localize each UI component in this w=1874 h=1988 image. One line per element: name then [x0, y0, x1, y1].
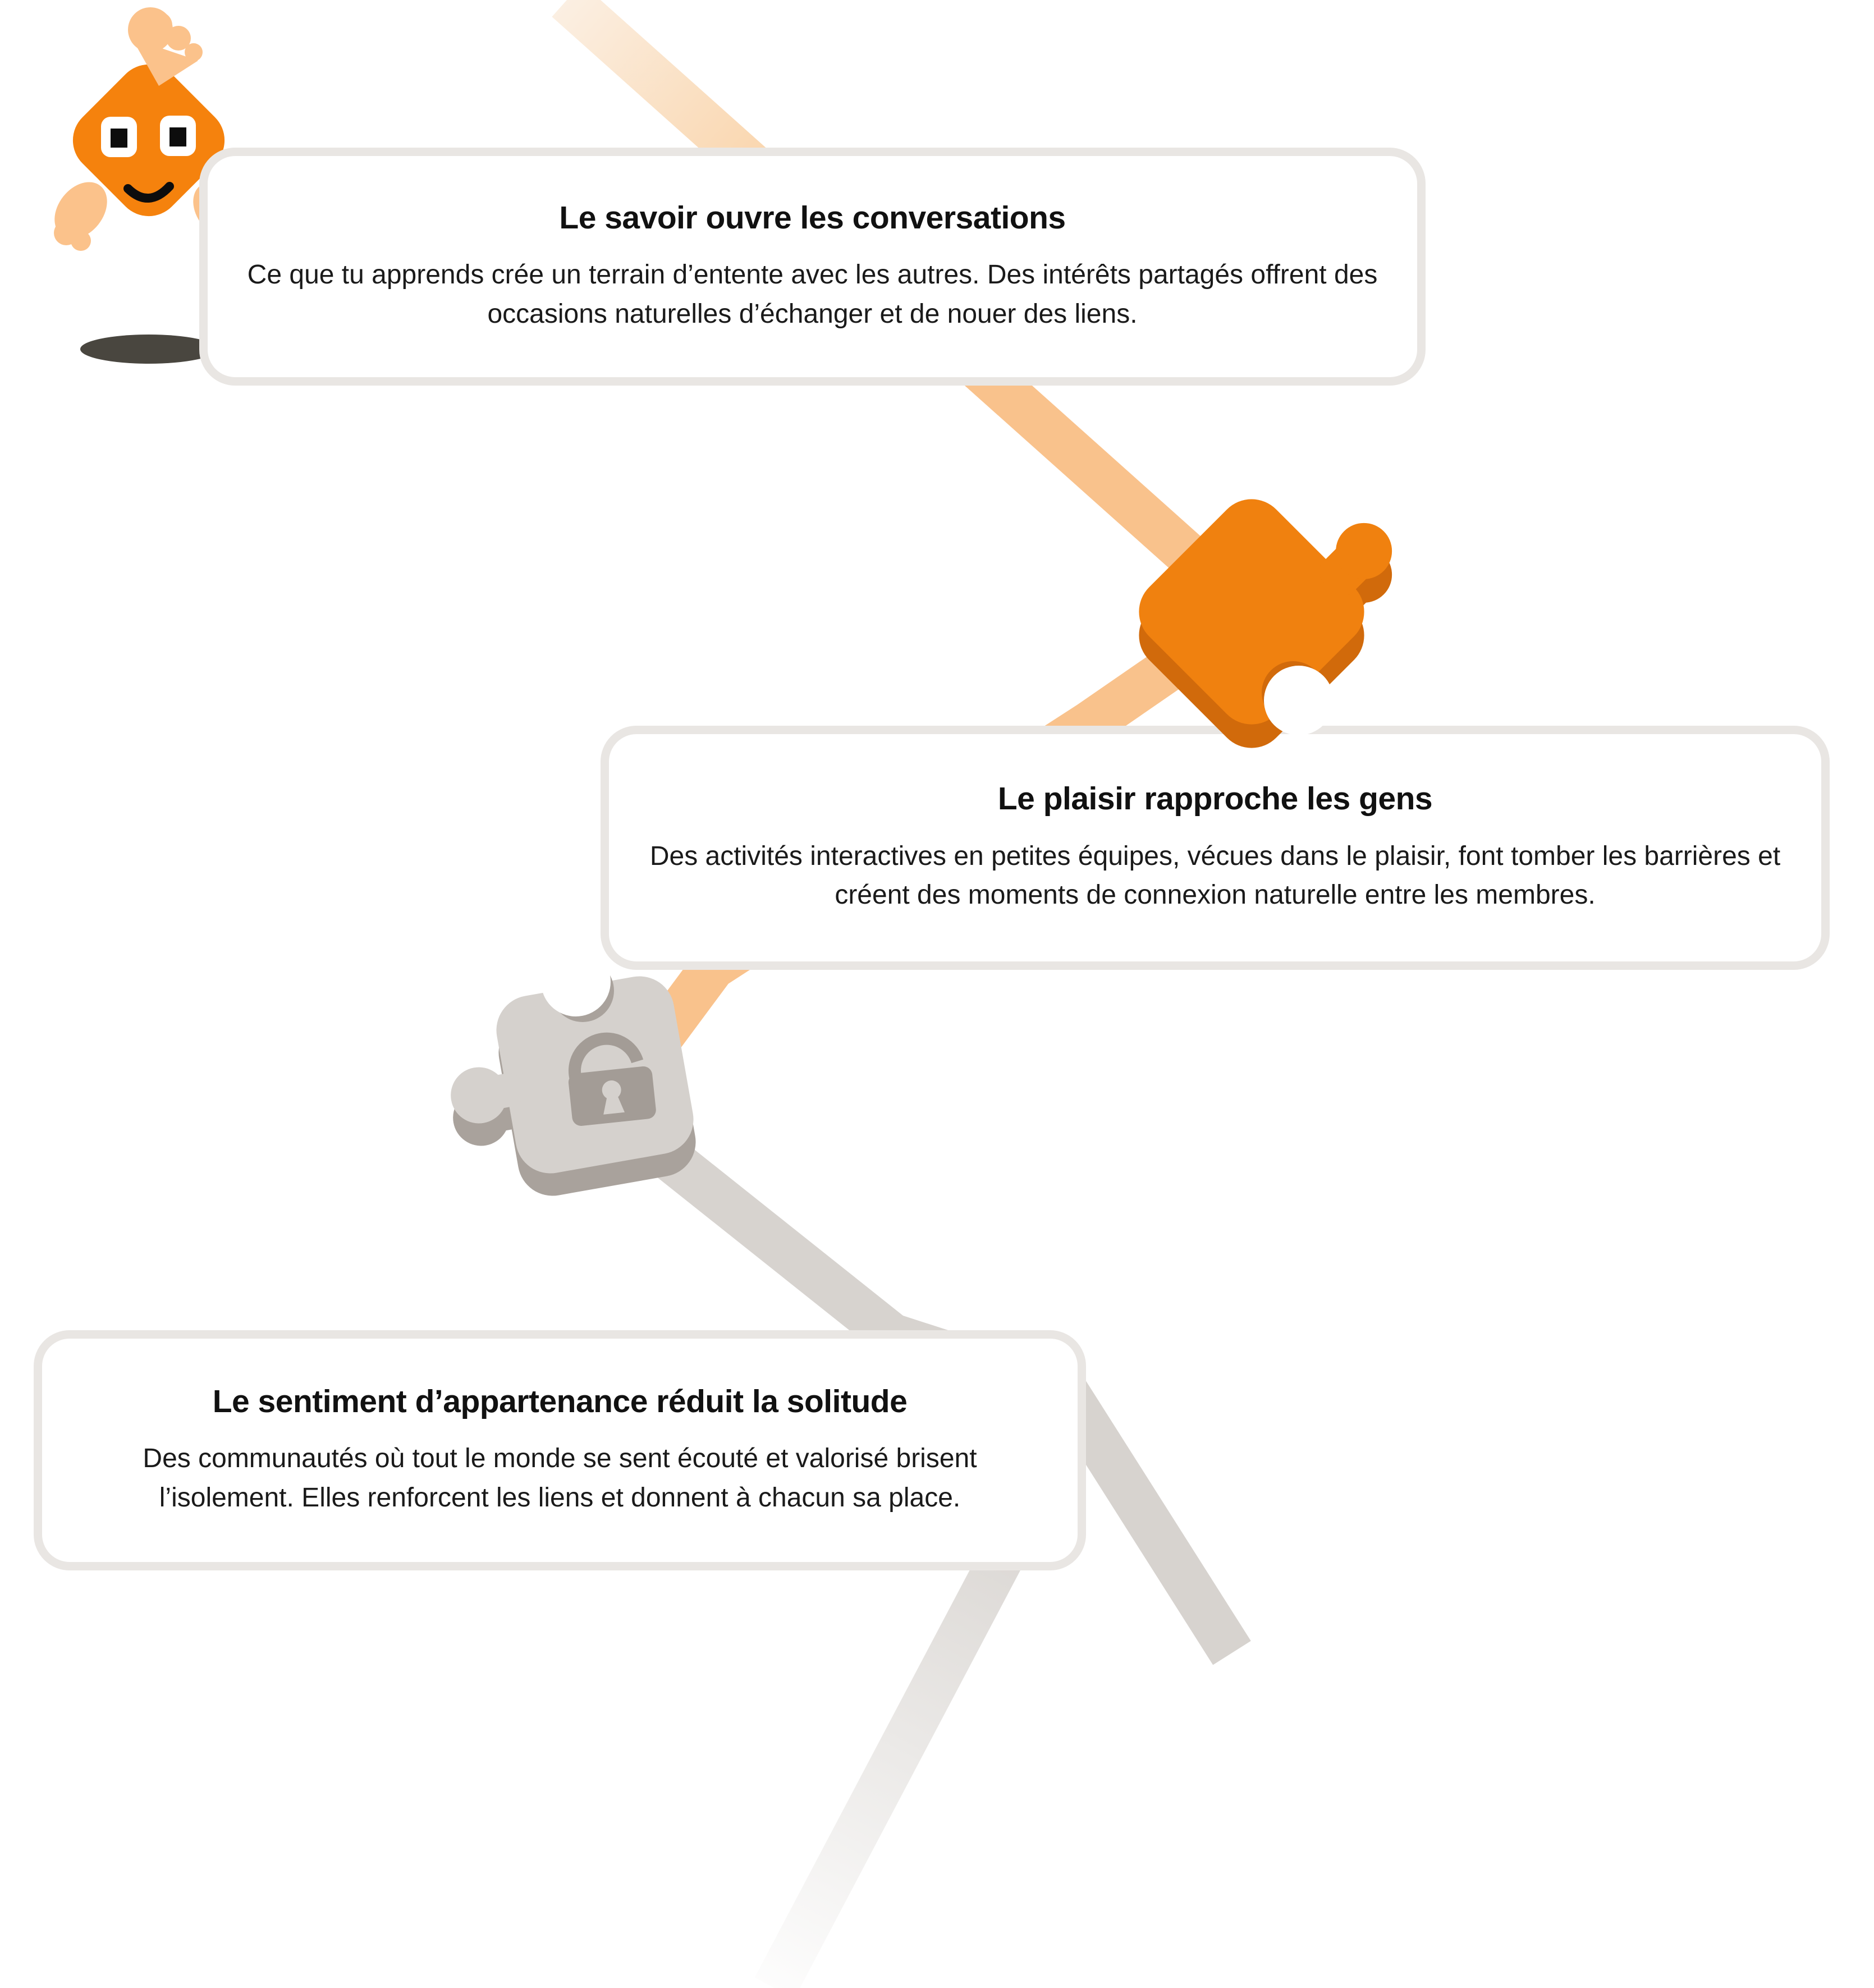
- card-body: Des communautés où tout le monde se sent écouté et valorisé brisent l’isolement. Elles renforcent les liens et donnent à chacun sa place.: [143, 1444, 977, 1513]
- puzzle-piece-icon[interactable]: [1106, 466, 1398, 758]
- card-body: Des activités interactives en petites équipes, vécues dans le plaisir, font tomber les barrières et créent des moments de connexion naturelle entre les membres.: [649, 841, 1781, 910]
- card-body: Ce que tu apprends crée un terrain d’entente avec les autres. Des intérêts partagés offrent des occasions naturelles d’échanger et de nouer des liens.: [247, 260, 1378, 329]
- benefit-card-savoir: [199, 148, 1426, 386]
- puzzle-notch: [541, 947, 611, 1016]
- benefit-card-appartenance: [34, 1330, 1086, 1570]
- card-title: Le plaisir rapproche les gens: [997, 781, 1433, 817]
- card-title: Le sentiment d’appartenance réduit la solitude: [212, 1383, 908, 1419]
- card-title: Le savoir ouvre les conversations: [559, 199, 1066, 236]
- puzzle-notch: [1264, 666, 1334, 735]
- puzzle-lock-icon[interactable]: [457, 943, 749, 1235]
- benefit-card-plaisir: [601, 726, 1830, 970]
